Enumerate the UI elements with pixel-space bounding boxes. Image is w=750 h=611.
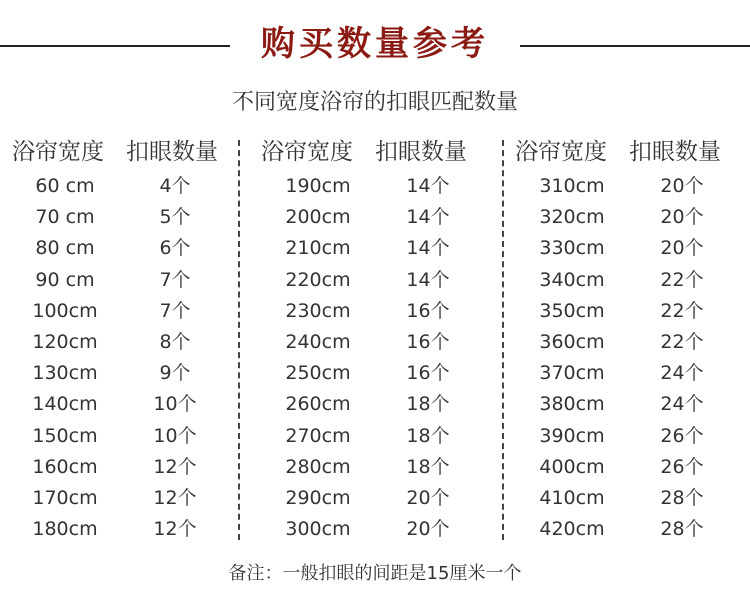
grommet-count: 18个: [406, 393, 450, 416]
grommet-count: 5个: [159, 206, 191, 229]
table-rows: [507, 171, 747, 545]
grommet-count: 10个: [153, 424, 197, 447]
table-group-2: [253, 136, 493, 545]
grommet-count: 7个: [159, 299, 191, 322]
column-divider: [238, 140, 240, 540]
width-value: 170cm: [32, 486, 98, 509]
table-row: [253, 483, 493, 514]
grommet-count: 8个: [159, 330, 191, 353]
width-value: 330cm: [539, 237, 605, 260]
width-value: 200cm: [285, 206, 351, 229]
table-row: [0, 389, 240, 420]
grommet-count: 20个: [406, 486, 450, 509]
page-title: 购买数量参考: [261, 24, 489, 64]
table-row: [253, 358, 493, 389]
width-value: 400cm: [539, 455, 605, 478]
table-row: [0, 171, 240, 202]
width-value: 210cm: [285, 237, 351, 260]
width-value: 180cm: [32, 518, 98, 541]
width-value: 380cm: [539, 393, 605, 416]
table-row: [253, 233, 493, 264]
table-header: [507, 136, 747, 168]
table-row: [0, 327, 240, 358]
width-value: 70 cm: [35, 206, 95, 229]
grommet-count: 24个: [660, 362, 704, 385]
grommet-count: 9个: [159, 362, 191, 385]
grommet-count: 22个: [660, 268, 704, 291]
width-value: 60 cm: [35, 175, 95, 197]
grommet-count: 14个: [406, 175, 450, 197]
grommet-count: 4个: [159, 175, 191, 197]
table-row: [253, 171, 493, 202]
width-value: 410cm: [539, 486, 605, 509]
table-row: [253, 452, 493, 483]
width-value: 80 cm: [35, 237, 95, 260]
header-count: 扣眼数量: [126, 139, 218, 165]
width-value: 370cm: [539, 362, 605, 385]
table-group-1: [0, 136, 240, 545]
grommet-count: 28个: [660, 486, 704, 509]
grommet-count: 16个: [406, 330, 450, 353]
width-value: 90 cm: [35, 268, 95, 291]
title-rule-left: [0, 45, 230, 47]
table-row: [507, 452, 747, 483]
width-value: 350cm: [539, 299, 605, 322]
table-row: [253, 296, 493, 327]
table-row: [507, 483, 747, 514]
table-row: [253, 202, 493, 233]
table-group-3: [507, 136, 747, 545]
table-row: [507, 296, 747, 327]
width-value: 420cm: [539, 518, 605, 541]
grommet-count: 12个: [153, 455, 197, 478]
width-value: 310cm: [539, 175, 605, 197]
width-value: 190cm: [285, 175, 351, 197]
grommet-count: 24个: [660, 393, 704, 416]
grommet-count: 18个: [406, 424, 450, 447]
width-value: 290cm: [285, 486, 351, 509]
table-row: [0, 483, 240, 514]
table-row: [507, 171, 747, 202]
width-value: 360cm: [539, 330, 605, 353]
table-row: [507, 202, 747, 233]
table-row: [0, 202, 240, 233]
width-value: 130cm: [32, 362, 98, 385]
grommet-count: 22个: [660, 299, 704, 322]
width-value: 250cm: [285, 362, 351, 385]
width-value: 390cm: [539, 424, 605, 447]
table-row: [507, 327, 747, 358]
width-value: 150cm: [32, 424, 98, 447]
width-value: 280cm: [285, 455, 351, 478]
table-row: [0, 265, 240, 296]
grommet-count: 20个: [660, 175, 704, 197]
grommet-count: 14个: [406, 237, 450, 260]
grommet-count: 26个: [660, 455, 704, 478]
grommet-count: 28个: [660, 518, 704, 541]
table-row: [507, 358, 747, 389]
width-value: 260cm: [285, 393, 351, 416]
grommet-count: 12个: [153, 518, 197, 541]
table-row: [253, 421, 493, 452]
header-width: 浴帘宽度: [261, 139, 353, 165]
table-row: [0, 296, 240, 327]
table-row: [0, 358, 240, 389]
header-width: 浴帘宽度: [12, 139, 104, 165]
grommet-count: 18个: [406, 455, 450, 478]
grommet-count: 14个: [406, 268, 450, 291]
column-divider: [502, 140, 504, 540]
grommet-count: 14个: [406, 206, 450, 229]
header-width: 浴帘宽度: [515, 139, 607, 165]
table-row: [253, 327, 493, 358]
grommet-count: 20个: [406, 518, 450, 541]
width-value: 300cm: [285, 518, 351, 541]
table-row: [0, 514, 240, 545]
table-row: [253, 389, 493, 420]
width-value: 270cm: [285, 424, 351, 447]
grommet-count: 26个: [660, 424, 704, 447]
header-count: 扣眼数量: [375, 139, 467, 165]
table-row: [507, 421, 747, 452]
grommet-count: 16个: [406, 299, 450, 322]
table-header: [0, 136, 240, 168]
width-value: 140cm: [32, 393, 98, 416]
table-row: [253, 265, 493, 296]
table-row: [253, 514, 493, 545]
width-value: 220cm: [285, 268, 351, 291]
header-count: 扣眼数量: [629, 139, 721, 165]
width-value: 120cm: [32, 330, 98, 353]
width-value: 240cm: [285, 330, 351, 353]
table-row: [507, 389, 747, 420]
table-row: [0, 452, 240, 483]
width-value: 320cm: [539, 206, 605, 229]
grommet-count: 16个: [406, 362, 450, 385]
table-row: [0, 421, 240, 452]
table-rows: [0, 171, 240, 545]
subtitle: 不同宽度浴帘的扣眼匹配数量: [231, 90, 518, 115]
table-row: [0, 233, 240, 264]
title-rule-right: [520, 45, 750, 47]
grommet-count: 22个: [660, 330, 704, 353]
grommet-count: 12个: [153, 486, 197, 509]
footnote: 备注：一般扣眼的间距是15厘米一个: [228, 563, 522, 584]
grommet-count: 20个: [660, 206, 704, 229]
grommet-count: 10个: [153, 393, 197, 416]
width-value: 340cm: [539, 268, 605, 291]
grommet-count: 7个: [159, 268, 191, 291]
table-row: [507, 233, 747, 264]
width-value: 230cm: [285, 299, 351, 322]
grommet-count: 6个: [159, 237, 191, 260]
width-value: 160cm: [32, 455, 98, 478]
table-row: [507, 265, 747, 296]
grommet-count: 20个: [660, 237, 704, 260]
table-header: [253, 136, 493, 168]
table-rows: [253, 171, 493, 545]
table-row: [507, 514, 747, 545]
width-value: 100cm: [32, 299, 98, 322]
